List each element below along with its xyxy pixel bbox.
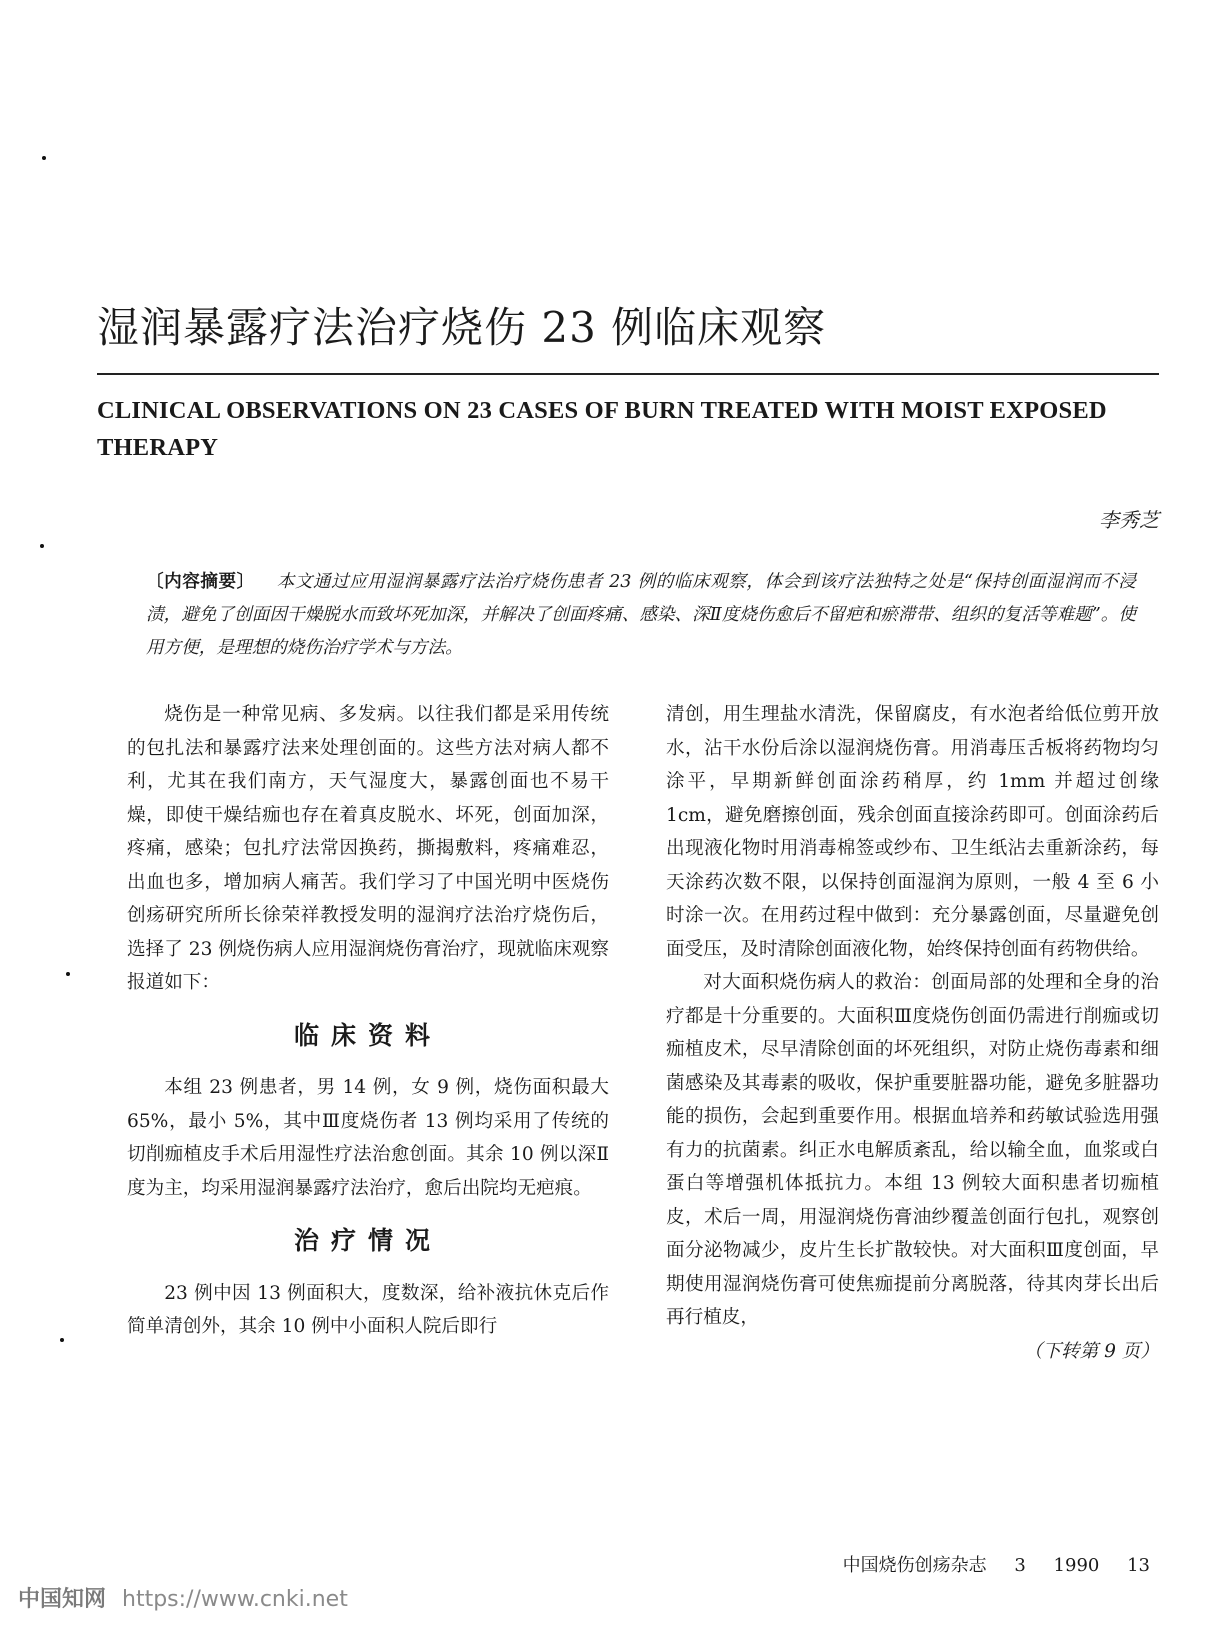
section-heading-clinical-data: 临床资料: [293, 1020, 442, 1050]
clinical-data-paragraph: 本组 23 例患者，男 14 例，女 9 例，烧伤面积最大 65%，最小 5%，其中Ⅲ度烧伤者 13 例均采用了传统的切削痂植皮手术后用湿性疗法治愈创面。其余 10 例以深Ⅱ度为主，均采用湿润暴露疗法治疗，愈后出院均无疤痕。: [127, 1077, 609, 1199]
cnki-watermark: [18, 1582, 348, 1613]
issue-number: 3: [1014, 1555, 1026, 1576]
english-title: CLINICAL OBSERVATIONS ON 23 CASES OF BURN TREATED WITH MOIST EXPOSED THERAPY: [97, 397, 1107, 461]
title-divider: [97, 373, 1159, 375]
treatment-paragraph: 23 例中因 13 例面积大，度数深，给补液抗休克后作简单清创外，其余 10 例中小面积人院后即行: [127, 1282, 609, 1337]
scan-speck: [40, 544, 44, 548]
scan-speck: [42, 156, 46, 160]
intro-paragraph: 烧伤是一种常见病、多发病。以往我们都是采用传统的包扎法和暴露疗法来处理创面的。这些方法对病人都不利，尤其在我们南方，天气湿度大，暴露创面也不易干燥，即使干燥结痂也存在着真皮脱水、坏死，创面加深，疼痛，感染；包扎疗法常因换药，撕揭敷料，疼痛难忍，出血也多，增加病人痛苦。我们学习了中国光明中医烧伤创疡研究所所长徐荣祥教授发明的湿润疗法治疗烧伤后，选择了 23 例烧伤病人应用湿润烧伤膏治疗，现就临床观察报道如下：: [127, 704, 609, 993]
continued-note: （下转第 9 页）: [1023, 1340, 1159, 1362]
cnki-url: https://www.cnki.net: [122, 1587, 348, 1612]
publication-year: 1990: [1053, 1555, 1100, 1576]
journal-name: 中国烧伤创疡杂志: [842, 1555, 987, 1576]
abstract-text: 本文通过应用湿润暴露疗法治疗烧伤患者 23 例的临床观察，体会到该疗法独特之处是“保持创面湿润而不浸渍，避免了创面因干燥脱水而致坏死加深，并解决了创面疼痛、感染、深Ⅱ度烧伤愈后不留疤和瘀滞带、组织的复活等难题”。使用方便，是理想的烧伤治疗学术与方法。: [146, 572, 1136, 658]
page-title: 湿润暴露疗法治疗烧伤 23 例临床观察: [97, 303, 827, 352]
cnki-logo: 中国知网: [18, 1587, 107, 1612]
scan-speck: [66, 972, 70, 976]
large-area-burn-paragraph: 对大面积烧伤病人的救治：创面局部的处理和全身的治疗都是十分重要的。大面积Ⅲ度烧伤创面仍需进行削痂或切痂植皮术，尽早清除创面的坏死组织，对防止烧伤毒素和细菌感染及其毒素的吸收，保护重要脏器功能，避免多脏器功能的损伤，会起到重要作用。根据血培养和药敏试验选用强有力的抗菌素。纠正水电解质紊乱，给以输全血，血浆或白蛋白等增强机体抵抗力。本组 13 例较大面积患者切痂植皮，术后一周，用湿润烧伤膏油纱覆盖创面行包扎，观察创面分泌物减少，皮片生长扩散较快。对大面积Ⅲ度创面，早期使用湿润烧伤膏可使焦痂提前分离脱落，待其肉芽长出后再行植皮，: [666, 972, 1159, 1328]
page-footer: [821, 1551, 1150, 1577]
treatment-continued-paragraph: 清创，用生理盐水清洗，保留腐皮，有水泡者给低位剪开放水，沾干水份后涂以湿润烧伤膏。用消毒压舌板将药物均匀涂平，早期新鲜创面涂药稍厚，约 1mm 并超过创缘 1cm，避免磨擦创面，残余创面直接涂药即可。创面涂药后出现液化物时用消毒棉签或纱布、卫生纸沾去重新涂药，每天涂药次数不限，以保持创面湿润为原则，一般 4 至 6 小时涂一次。在用药过程中做到：充分暴露创面，尽量避免创面受压，及时清除创面液化物，始终保持创面有药物供给。: [666, 704, 1159, 960]
abstract: [146, 566, 1136, 665]
section-heading-treatment: 治疗情况: [293, 1226, 442, 1255]
author-name: 李秀芝: [1099, 508, 1159, 532]
page-number: 13: [1127, 1555, 1150, 1576]
left-column: [127, 698, 609, 1344]
right-column: [666, 698, 1159, 1368]
scan-speck: [60, 1338, 64, 1342]
abstract-label: 〔内容摘要〕: [146, 572, 255, 592]
